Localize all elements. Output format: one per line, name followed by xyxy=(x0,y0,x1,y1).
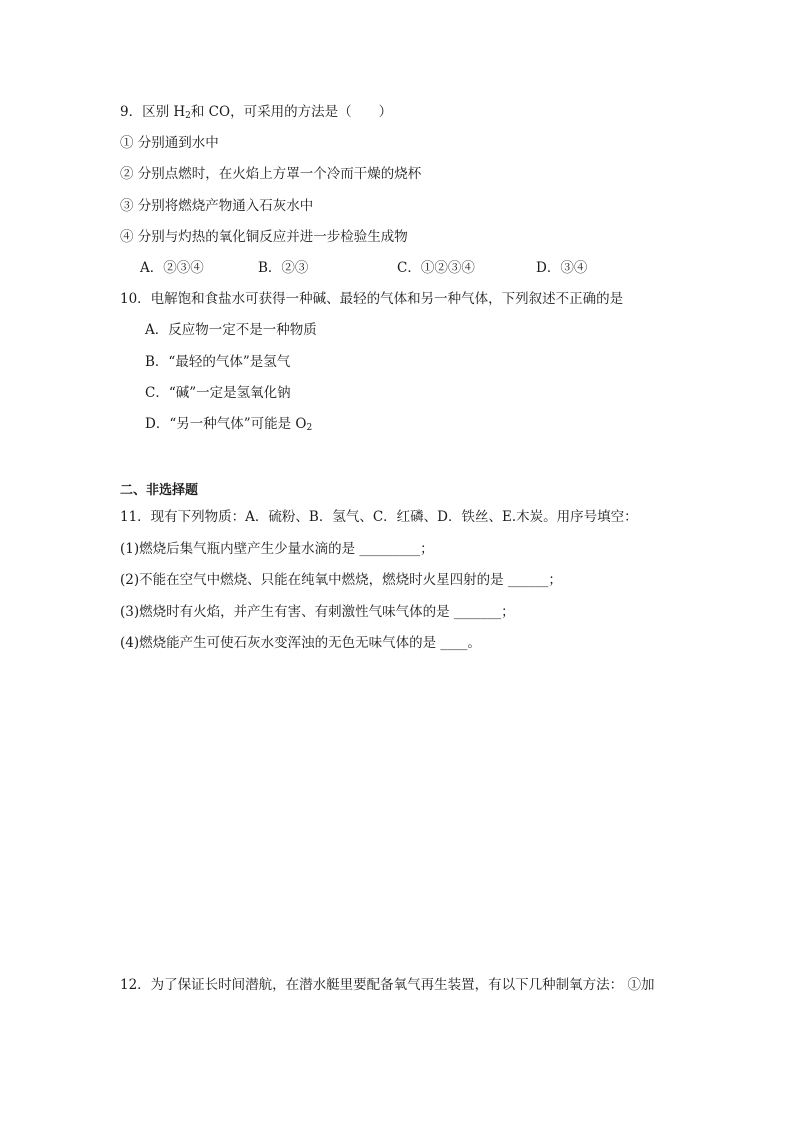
q9-stem-a: 9．区别 H xyxy=(120,104,186,120)
q9-stem-subscript: 2 xyxy=(185,111,191,121)
q9-stem xyxy=(120,103,392,121)
q10-option-c: C．“碱”一定是氢氧化钠 xyxy=(145,385,291,401)
q11-part-4: (4)燃烧能产生可使石灰水变浑浊的无色无味气体的是 ____。 xyxy=(120,635,481,651)
q10-option-b: B．“最轻的气体”是氢气 xyxy=(145,354,291,370)
q9-option-b: B．②③ xyxy=(258,260,309,276)
q11-part-2: (2)不能在空气中燃烧、只能在纯氧中燃烧，燃烧时火星四射的是 ______； xyxy=(120,572,562,588)
q9-option-a: A．②③④ xyxy=(140,260,204,276)
q9-item-4: ④ 分别与灼热的氧化铜反应并进一步检验生成物 xyxy=(120,229,408,245)
q10-option-d xyxy=(145,415,312,433)
q10-option-d-text: D．“另一种气体”可能是 O xyxy=(145,416,307,432)
q9-item-3: ③ 分别将燃烧产物通入石灰水中 xyxy=(120,198,314,214)
q11-stem: 11．现有下列物质：A．硫粉、B．氢气、C．红磷、D．铁丝、E.木炭。用序号填空： xyxy=(120,509,638,525)
q9-item-2: ② 分别点燃时，在火焰上方罩一个冷而干燥的烧杯 xyxy=(120,166,422,182)
q10-option-a: A．反应物一定不是一种物质 xyxy=(145,322,317,338)
section-title: 二、非选择题 xyxy=(120,483,199,498)
q9-stem-b: 和 CO，可采用的方法是（ ） xyxy=(190,104,393,120)
q11-part-3: (3)燃烧时有火焰，并产生有害、有刺激性气味气体的是 _______； xyxy=(120,604,515,620)
q9-option-d: D．③④ xyxy=(536,260,588,276)
q9-option-c: C．①②③④ xyxy=(397,260,475,276)
q11-part-1: (1)燃烧后集气瓶内壁产生少量水滴的是 _________； xyxy=(120,541,434,557)
q10-stem: 10．电解饱和食盐水可获得一种碱、最轻的气体和另一种气体，下列叙述不正确的是 xyxy=(120,291,624,307)
q12-stem: 12．为了保证长时间潜航，在潜水艇里要配备氧气再生装置，有以下几种制氧方法： ①加 xyxy=(120,977,655,993)
q9-item-1: ① 分别通到水中 xyxy=(120,135,219,151)
q10-option-d-subscript: 2 xyxy=(306,423,313,433)
